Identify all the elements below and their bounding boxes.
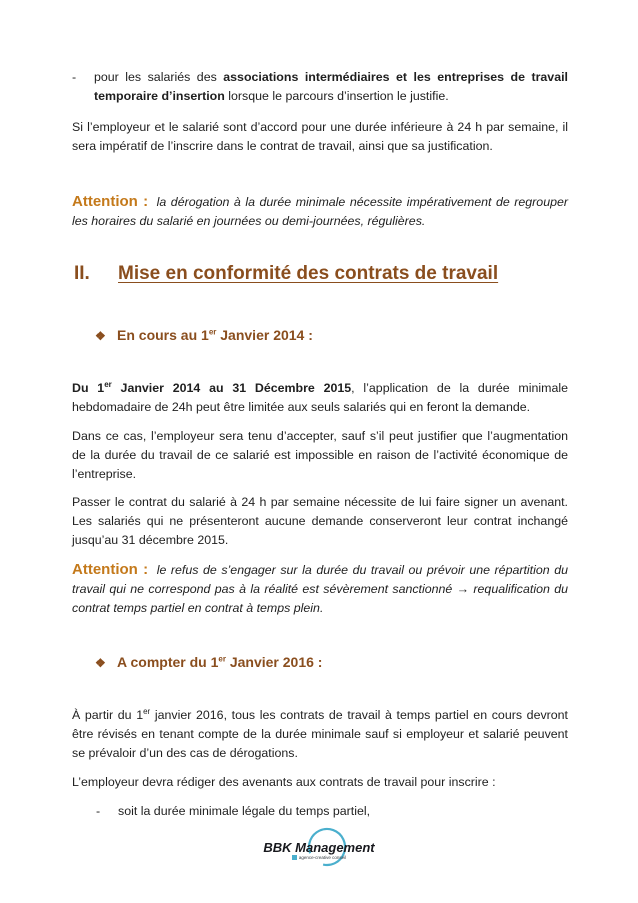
paragraph bbox=[72, 427, 568, 484]
subsection-heading bbox=[95, 654, 568, 670]
attention-label: Attention : bbox=[72, 193, 149, 210]
text-run: L’employeur devra rédiger des avenants aux contrats de travail pour inscrire : bbox=[72, 775, 496, 789]
dash-bullet-marker: - bbox=[72, 70, 77, 84]
attention-text: le refus de s’engager sur la durée du travail ou prévoir une répartition du travail qui ne correspond pas à la réalité est sévèrement sanctionné → requalification du contrat temps partiel en contrat à temps plein. bbox=[72, 563, 568, 615]
text-run: , l’application de la durée minimale hebdomadaire de 24h peut être limitée aux seuls salariés qui en feront la demande. bbox=[72, 381, 568, 414]
text-run: À partir du 1 bbox=[72, 708, 144, 722]
list-item bbox=[96, 802, 568, 821]
paragraph bbox=[72, 379, 568, 417]
text-run: soit la durée minimale légale du temps partiel, bbox=[118, 804, 371, 818]
text-run: Janvier 2016 : bbox=[225, 654, 323, 670]
paragraph bbox=[72, 493, 568, 550]
logo-tagline: agence-creative conseil bbox=[249, 855, 389, 860]
attention-text: la dérogation à la durée minimale nécessite impérativement de regrouper les horaires du salarié en journées ou demi-journées, régulières. bbox=[72, 195, 568, 228]
subsection-title bbox=[117, 654, 322, 670]
attention-label: Attention : bbox=[72, 561, 149, 578]
text-run: Dans ce cas, l’employeur sera tenu d’accepter, sauf s’il peut justifier que l’augmentation de la durée du travail de ce salarié est impossible en raison de l’activité économique de l’entreprise. bbox=[72, 429, 568, 481]
text-run: lorsque le parcours d’insertion le justifie. bbox=[224, 89, 449, 103]
text-run: er bbox=[218, 654, 226, 664]
attention-note bbox=[72, 192, 568, 231]
text-run: er bbox=[143, 706, 151, 716]
page-footer bbox=[249, 826, 389, 878]
text-run: er bbox=[104, 379, 112, 389]
paragraph bbox=[72, 773, 568, 792]
diamond-bullet-icon: ❖ bbox=[95, 329, 106, 343]
text-run: En cours au 1 bbox=[117, 327, 209, 343]
paragraph bbox=[118, 802, 568, 821]
logo-square-icon bbox=[292, 855, 297, 860]
paragraph bbox=[72, 706, 568, 763]
diamond-bullet-icon: ❖ bbox=[95, 656, 106, 670]
logo-wordmark: BBK Management bbox=[263, 840, 375, 855]
dash-bullet-marker: - bbox=[96, 804, 101, 818]
text-run: Passer le contrat du salarié à 24 h par semaine nécessite de lui faire signer un avenant. Les salariés qui ne présenteront aucune demande conserveront leur contrat inchangé jusqu’au 31 décembre 2015. bbox=[72, 495, 568, 547]
subsection-title bbox=[117, 327, 313, 343]
text-run: janvier 2016, tous les contrats de travail à temps partiel en cours devront être révisés en tenant compte de la durée minimale sauf si employeur et salarié peuvent se prévaloir d’un des cas de dérogations. bbox=[72, 708, 569, 760]
paragraph bbox=[72, 118, 568, 156]
text-run: Janvier 2014 : bbox=[216, 327, 313, 343]
bbk-logo bbox=[249, 826, 389, 878]
document-body bbox=[72, 68, 568, 831]
text-run: A compter du 1 bbox=[117, 654, 219, 670]
text-run: associations intermédiaires et les entreprises de travail temporaire d’insertion bbox=[94, 70, 568, 103]
attention-note bbox=[72, 560, 568, 618]
section-number: II. bbox=[74, 263, 90, 284]
section-title: Mise en conformité des contrats de travail bbox=[118, 263, 499, 284]
subsection-heading bbox=[95, 327, 568, 343]
text-run: Si l’employeur et le salarié sont d’accord pour une durée inférieure à 24 h par semaine, il sera impératif de l’inscrire dans le contrat de travail, ainsi que sa justification. bbox=[72, 120, 568, 153]
text-run: Janvier 2014 au 31 Décembre 2015 bbox=[111, 381, 352, 395]
section-heading bbox=[74, 263, 568, 285]
paragraph bbox=[94, 68, 568, 106]
text-run: pour les salariés des bbox=[94, 70, 224, 84]
text-run: er bbox=[208, 327, 217, 337]
list-item bbox=[72, 68, 568, 106]
text-run: Du 1 bbox=[72, 381, 105, 395]
